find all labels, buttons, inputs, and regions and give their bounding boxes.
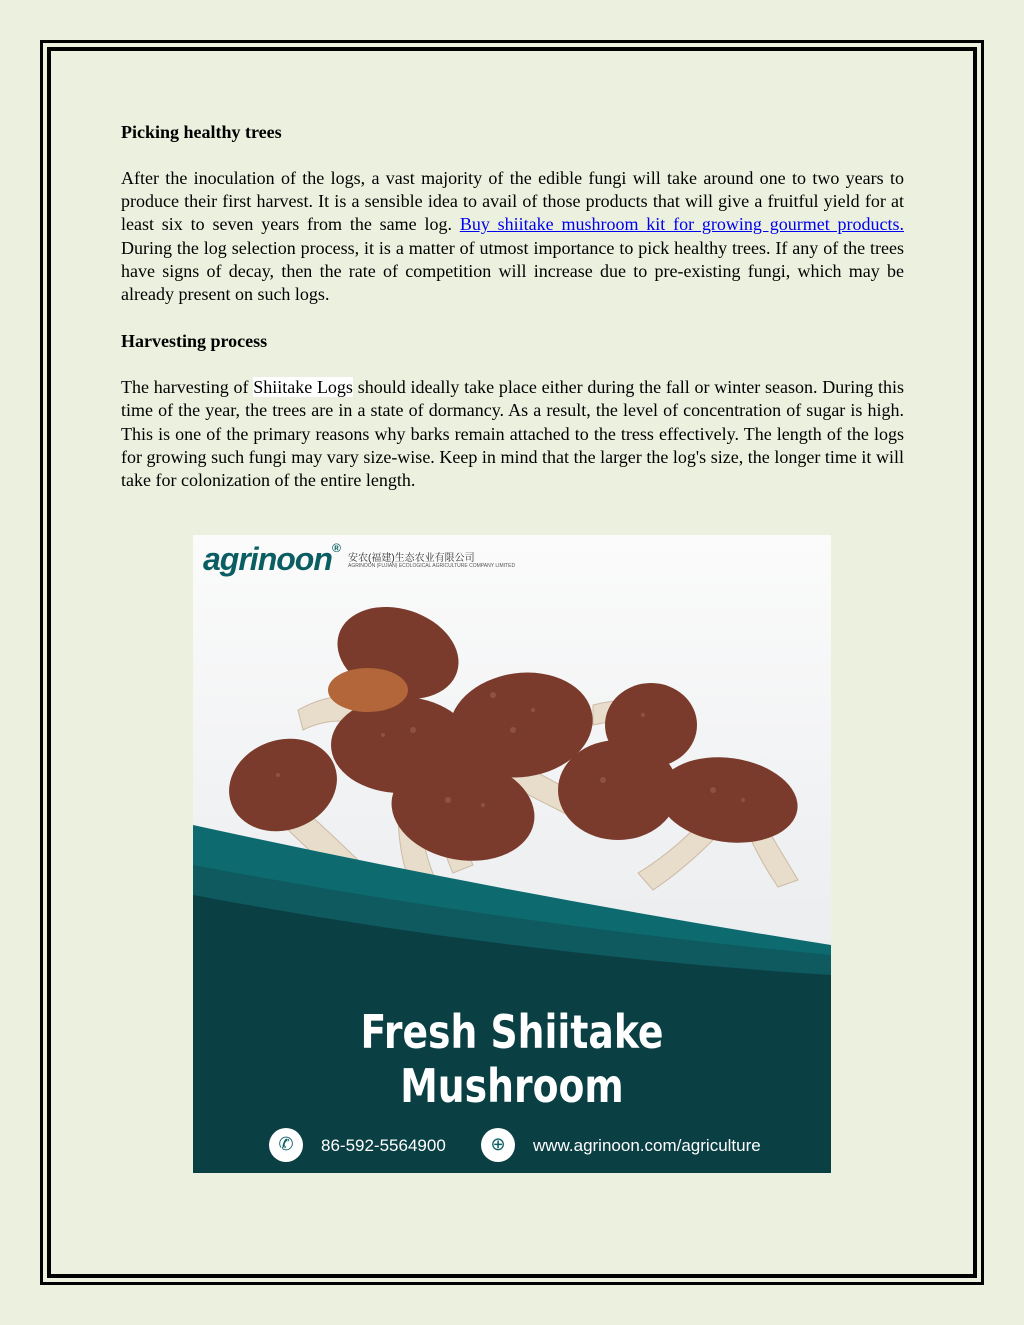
paragraph-picking: After the inoculation of the logs, a vast majority of the edible fungi will take around one to two years to produce their first harvest. It is a sensible idea to avail of those products that will give a fruitful yield for at least six to seven years from the same log. Buy shiitake mushroom kit for growing gourmet products. During the log selection process, it is a matter of utmost importance to pick healthy trees. If any of the trees have signs of decay, then the rate of competition will increase due to pre-existing fungi, which may be already present on such logs. [121,168,905,305]
paragraph-harvesting: The harvesting of Shiitake Logs should ideally take place either during the fall or winter season. During this time of the year, the trees are in a state of dormancy. As a result, the level of concentration of sugar is high. This is one of the primary reasons why barks remain attached to the tress effectively. The length of the logs for growing such fungi may vary size-wise. Keep in mind that the larger the log's size, the longer time it will take for colonization of the entire length. [121,377,904,491]
company-name-cn: 安农(福建)生态农业有限公司 [348,553,475,564]
document-body [121,120,904,492]
agrinoon-logo: agrinoon® [203,541,340,577]
highlighted-term: Shiitake Logs [253,377,353,398]
website-url: www.agrinoon.com/agriculture [533,1136,761,1155]
section-heading-picking: Picking healthy trees [121,122,282,142]
product-banner-image [193,535,831,1173]
phone-number: 86-592-5564900 [321,1136,446,1155]
phone-icon: ✆ [269,1128,303,1162]
company-name-en: AGRINOON (FUJIAN) ECOLOGICAL AGRICULTURE COMPANY LIMITED [348,563,516,569]
section-heading-harvesting: Harvesting process [121,331,268,352]
shiitake-kit-link[interactable]: Buy shiitake mushroom kit for growing gourmet products. [459,214,905,235]
globe-icon: ⊕ [481,1128,515,1162]
product-title: Fresh Shiitake Mushroom [360,1005,664,1113]
